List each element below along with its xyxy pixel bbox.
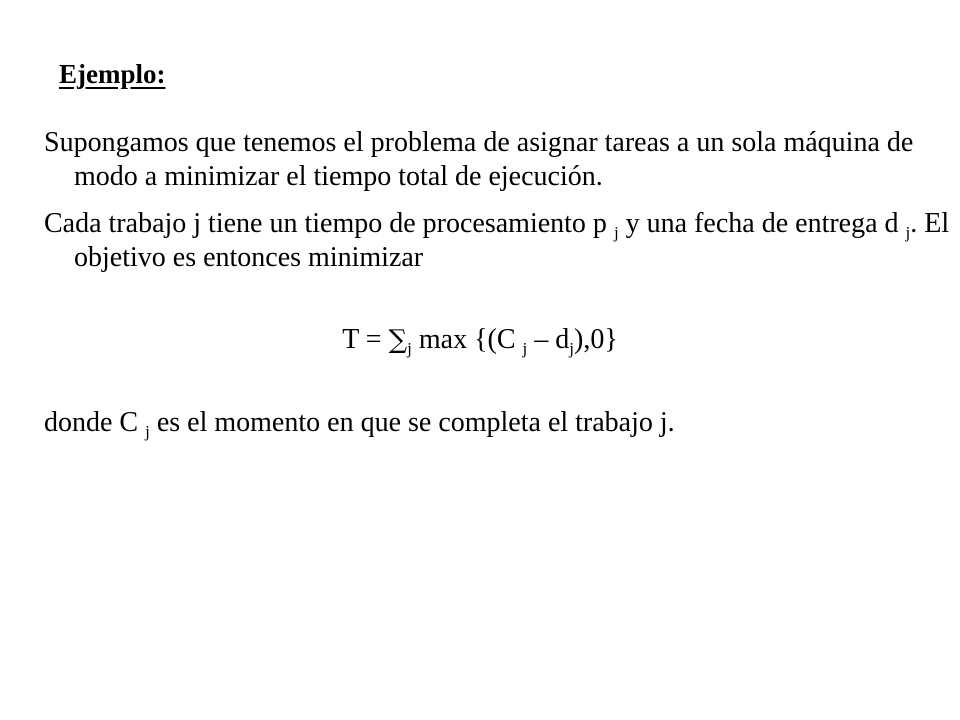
subscript-d: j <box>905 223 911 242</box>
job-text-2: y una fecha de entrega d <box>625 208 899 239</box>
paragraph-job-definition <box>44 207 954 275</box>
tardiness-formula <box>0 323 960 357</box>
formula-minus-d: – d <box>527 324 570 355</box>
note-text-1: donde C <box>44 407 139 438</box>
formula-d-subscript: j <box>569 339 575 358</box>
job-text-1: Cada trabajo j tiene un tiempo de procesamiento p <box>44 208 607 239</box>
formula-tail: ),0} <box>574 324 618 355</box>
slide-heading: Ejemplo: <box>59 59 166 89</box>
note-subscript: j <box>145 422 150 441</box>
formula-lhs: T = <box>342 324 389 355</box>
subscript-p: j <box>613 223 619 242</box>
formula-c-subscript: j <box>522 339 528 358</box>
paragraph-problem-statement: Supongamos que tenemos el problema de asignar tareas a un sola máquina de modo a minimizar el tiempo total de ejecución. <box>44 127 914 192</box>
note-text-2: es el momento en que se completa el trabajo j. <box>156 407 675 438</box>
job-text-3: . El objetivo es entonces minimizar <box>74 208 950 273</box>
formula-sum-subscript: j <box>407 339 412 358</box>
formula-max-part: max {(C <box>411 324 516 355</box>
sigma-symbol: ∑ <box>388 325 408 355</box>
completion-time-note <box>44 406 675 440</box>
